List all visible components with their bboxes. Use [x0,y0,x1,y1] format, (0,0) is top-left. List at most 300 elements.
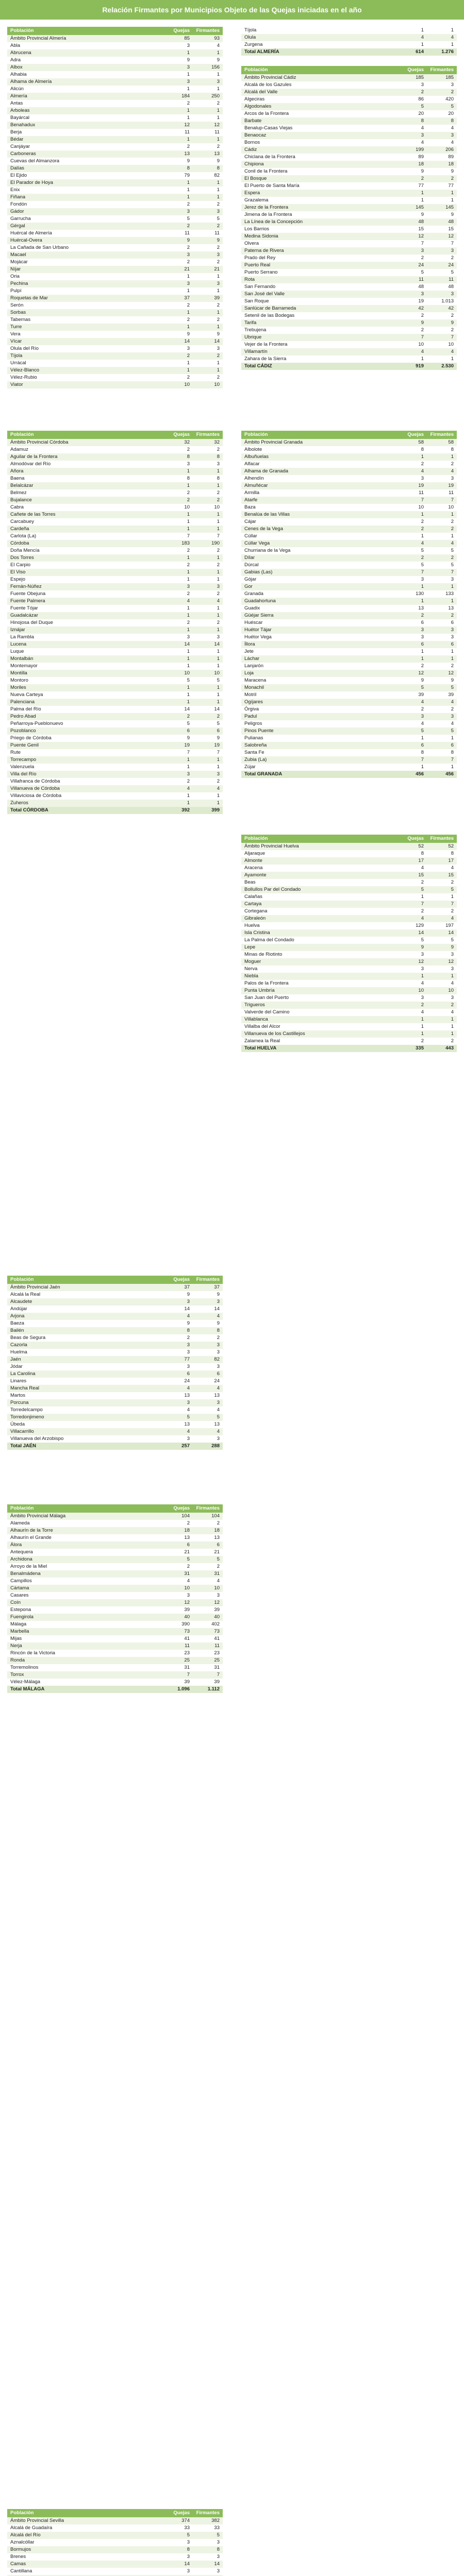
quejas-cell: 40 [163,1614,193,1621]
place-cell: Peligros [241,720,397,727]
firmantes-cell: 9 [193,57,223,64]
table-row [7,468,223,475]
quejas-cell: 7 [163,749,193,756]
quejas-cell: 7 [163,533,193,540]
firmantes-cell: 1 [427,893,457,901]
place-cell: Zuheros [7,800,163,807]
firmantes-cell: 2 [427,554,457,562]
firmantes-cell: 3 [193,583,223,590]
quejas-cell: 3 [163,461,193,468]
column-header-place: Población [241,431,397,439]
table-row [241,843,457,850]
quejas-cell: 1 [163,287,193,295]
place-cell: Nerva [241,965,397,973]
table-row [241,663,457,670]
table-row [7,57,223,64]
quejas-cell: 1 [163,569,193,576]
quejas-cell: 1 [163,764,193,771]
place-cell: Benaocaz [241,132,397,139]
quejas-cell: 14 [163,706,193,713]
quejas-cell: 48 [397,283,427,291]
table-row [7,266,223,273]
table-row [241,511,457,518]
table-row [7,71,223,78]
firmantes-cell: 3 [427,475,457,482]
firmantes-cell: 6 [193,1541,223,1549]
place-cell: Huétor Vega [241,634,397,641]
quejas-cell: 48 [397,218,427,226]
table-row [241,446,457,453]
firmantes-cell: 1 [427,655,457,663]
firmantes-cell: 9 [193,158,223,165]
table-row [241,504,457,511]
quejas-cell: 85 [163,35,193,42]
table-row [241,619,457,626]
table-row [7,1291,223,1298]
table-row [7,1599,223,1606]
quejas-cell: 11 [163,230,193,237]
quejas-cell: 37 [163,1284,193,1291]
table-row [7,792,223,800]
table-row [7,1621,223,1628]
place-cell: Espera [241,190,397,197]
quejas-cell: 4 [397,720,427,727]
table-row [7,1635,223,1642]
firmantes-cell: 2 [193,201,223,208]
table-row [7,1513,223,1520]
firmantes-cell: 9 [193,1320,223,1327]
quejas-cell: 13 [163,1421,193,1428]
quejas-cell: 24 [397,262,427,269]
table-row [241,951,457,958]
quejas-cell: 89 [397,154,427,161]
firmantes-cell: 24 [427,262,457,269]
column-header-firmantes: Firmantes [427,431,457,439]
place-cell: Alcalá la Real [7,1291,163,1298]
firmantes-cell: 9 [427,168,457,175]
table-row [241,641,457,648]
place-cell: Zújar [241,764,397,771]
table-row [241,598,457,605]
firmantes-cell: 6 [427,742,457,749]
place-cell: San Juan del Puerto [241,994,397,1002]
quejas-cell: 3 [163,280,193,287]
place-cell: Loja [241,670,397,677]
firmantes-cell: 4 [427,720,457,727]
quejas-cell: 12 [397,233,427,240]
page-title: Relación Firmantes por Municipios Objeto de las Quejas iniciadas en el año [0,0,464,20]
place-cell: Viator [7,381,163,388]
place-cell: Churriana de la Vega [241,547,397,554]
firmantes-cell: 6 [427,641,457,648]
quejas-cell: 8 [163,1327,193,1334]
place-cell: La Rambla [7,634,163,641]
firmantes-cell: 1 [193,360,223,367]
quejas-cell: 73 [163,1628,193,1635]
quejas-cell: 4 [397,468,427,475]
table-row [7,756,223,764]
quejas-cell: 3 [397,247,427,255]
firmantes-cell: 2 [193,316,223,324]
place-cell: Puente Genil [7,742,163,749]
place-cell: Santa Fe [241,749,397,756]
table-row [7,35,223,42]
firmantes-cell: 2 [427,461,457,468]
firmantes-cell: 1 [193,367,223,374]
quejas-cell: 14 [163,338,193,345]
quejas-cell: 14 [397,929,427,937]
table-row [241,334,457,341]
table-row [7,194,223,201]
table-row [7,634,223,641]
firmantes-cell: 5 [193,1414,223,1421]
quejas-cell: 1 [397,197,427,204]
table-row [241,461,457,468]
firmantes-cell: 19 [193,742,223,749]
place-cell: Serón [7,302,163,309]
column-header-quejas: Quejas [163,431,193,439]
place-cell: Punta Umbría [241,987,397,994]
quejas-cell: 5 [163,1414,193,1421]
table-row [241,146,457,154]
quejas-cell: 1 [163,86,193,93]
quejas-cell: 5 [397,103,427,110]
table-row [241,283,457,291]
place-cell: Tíjola [7,352,163,360]
firmantes-cell: 456 [427,771,457,778]
quejas-cell: 3 [163,1363,193,1370]
table-row [241,634,457,641]
place-cell: Los Barrios [241,226,397,233]
table-row [7,1428,223,1435]
place-cell: Cádiz [241,146,397,154]
table-row [241,655,457,663]
firmantes-cell: 8 [193,475,223,482]
quejas-cell: 2 [397,255,427,262]
quejas-cell: 614 [397,48,427,56]
table-row [7,165,223,172]
quejas-cell: 3 [163,42,193,49]
place-cell: Albolote [241,446,397,453]
firmantes-cell: 1 [193,49,223,57]
firmantes-cell: 3 [193,1342,223,1349]
firmantes-cell: 10 [193,1585,223,1592]
place-cell: Montalbán [7,655,163,663]
table-row [7,1563,223,1570]
table-row [241,706,457,713]
table-row [7,598,223,605]
firmantes-cell: 2 [427,908,457,915]
firmantes-cell: 5 [193,215,223,223]
firmantes-cell: 1 [427,1023,457,1030]
place-cell: Villa del Río [7,771,163,778]
table-header-row [7,431,223,439]
total-row [7,807,223,814]
quejas-cell: 3 [397,965,427,973]
table-row [7,2546,223,2553]
firmantes-cell: 6 [193,1370,223,1378]
quejas-cell: 2 [163,100,193,107]
firmantes-cell: 11 [193,129,223,136]
table-row [241,197,457,204]
firmantes-cell: 3 [427,634,457,641]
table-row [241,355,457,363]
quejas-cell: 4 [163,1406,193,1414]
quejas-cell: 392 [163,807,193,814]
firmantes-cell: 4 [193,1428,223,1435]
place-cell: La Palma del Condado [241,937,397,944]
place-cell: Jódar [7,1363,163,1370]
quejas-cell: 15 [397,872,427,879]
place-cell: Salobreña [241,742,397,749]
quejas-cell: 1 [163,49,193,57]
place-cell: Alhaurín de la Torre [7,1527,163,1534]
table-row [7,122,223,129]
quejas-cell: 9 [163,158,193,165]
quejas-cell: 5 [397,684,427,691]
place-cell: Ámbito Provincial Cádiz [241,74,397,81]
firmantes-cell: 4 [193,42,223,49]
table-row [7,1642,223,1650]
table-row [241,973,457,980]
firmantes-cell: 3 [193,208,223,215]
table-row [241,735,457,742]
firmantes-cell: 24 [193,1378,223,1385]
firmantes-cell: 10 [427,987,457,994]
table-row [241,691,457,699]
place-cell: Maracena [241,677,397,684]
quejas-cell: 21 [163,1549,193,1556]
quejas-cell: 5 [163,2532,193,2539]
firmantes-cell: 1 [193,699,223,706]
column-header-firmantes: Firmantes [427,66,457,74]
firmantes-cell: 190 [193,540,223,547]
table-row [7,504,223,511]
firmantes-cell: 5 [193,677,223,684]
table-row [241,699,457,706]
firmantes-cell: 10 [427,341,457,348]
table-row [7,367,223,374]
firmantes-cell: 2 [193,223,223,230]
quejas-cell: 2 [397,908,427,915]
quejas-cell: 10 [397,987,427,994]
firmantes-cell: 2 [193,259,223,266]
place-cell: Villanueva del Arzobispo [7,1435,163,1443]
place-cell: Albox [7,64,163,71]
quejas-cell: 1 [163,468,193,475]
place-cell: Berja [7,129,163,136]
place-cell: Chipiona [241,161,397,168]
quejas-cell: 1 [163,309,193,316]
place-cell: Nueva Carteya [7,691,163,699]
place-cell: Villablanca [241,1016,397,1023]
place-cell: Setenil de las Bodegas [241,312,397,319]
quejas-cell: 5 [163,677,193,684]
firmantes-cell: 41 [193,1635,223,1642]
place-cell: Fondón [7,201,163,208]
place-cell: Tabernas [7,316,163,324]
column-header-quejas: Quejas [397,66,427,74]
place-cell: Bayárcal [7,114,163,122]
quejas-cell: 31 [163,1664,193,1671]
quejas-cell: 4 [397,540,427,547]
quejas-cell: 1 [163,648,193,655]
column-header-quejas: Quejas [397,431,427,439]
firmantes-cell: 5 [427,562,457,569]
quejas-cell: 1 [397,1030,427,1038]
section-malaga [7,1504,223,1693]
table-row [7,1342,223,1349]
quejas-cell: 86 [397,96,427,103]
firmantes-cell: 14 [193,641,223,648]
table-jaen [7,1276,223,1450]
place-cell: Guadix [241,605,397,612]
quejas-cell: 2 [163,374,193,381]
firmantes-cell: 93 [193,35,223,42]
table-row [241,319,457,327]
firmantes-cell: 2 [427,1002,457,1009]
firmantes-cell: 14 [193,2561,223,2568]
quejas-cell: 1 [163,691,193,699]
place-cell: Casares [7,1592,163,1599]
table-row [241,453,457,461]
firmantes-cell: 1 [427,27,457,34]
place-cell: Alhaurín el Grande [7,1534,163,1541]
table-row [7,1392,223,1399]
quejas-cell: 12 [397,958,427,965]
table-row [7,489,223,497]
place-cell: Roquetas de Mar [7,295,163,302]
table-row [241,34,457,41]
place-cell: Nerja [7,1642,163,1650]
quejas-cell: 2 [163,201,193,208]
place-cell: Huelma [7,1349,163,1356]
quejas-cell: 2 [163,316,193,324]
table-row [7,1578,223,1585]
quejas-cell: 2 [397,554,427,562]
place-cell: Villafranca de Córdoba [7,778,163,785]
firmantes-cell: 2 [427,518,457,526]
column-header-firmantes: Firmantes [193,1504,223,1513]
quejas-cell: 42 [397,305,427,312]
table-row [241,749,457,756]
table-row [241,908,457,915]
firmantes-cell: 2 [193,302,223,309]
quejas-cell: 3 [163,583,193,590]
quejas-cell: 2 [397,175,427,182]
place-cell: Gójar [241,576,397,583]
quejas-cell: 4 [163,598,193,605]
quejas-cell: 2 [163,143,193,150]
quejas-cell: 3 [397,713,427,720]
place-cell: Fuente Tójar [7,605,163,612]
firmantes-cell: 7 [193,1671,223,1679]
table-row [241,468,457,475]
firmantes-cell: 2 [193,1334,223,1342]
total-row [241,363,457,370]
quejas-cell: 3 [163,2568,193,2575]
table-row [7,785,223,792]
quejas-cell: 1.096 [163,1686,193,1693]
firmantes-cell: 4 [427,348,457,355]
table-row [241,518,457,526]
table-row [241,110,457,117]
table-row [7,42,223,49]
place-cell: Abrucena [7,49,163,57]
firmantes-cell: 2 [193,497,223,504]
place-cell: Jimena de la Frontera [241,211,397,218]
firmantes-cell: 2 [193,619,223,626]
firmantes-cell: 2 [193,547,223,554]
firmantes-cell: 8 [427,749,457,756]
table-row [7,172,223,179]
place-cell: Pedro Abad [7,713,163,720]
firmantes-cell: 5 [427,684,457,691]
quejas-cell: 4 [397,915,427,922]
place-cell: Medina Sidonia [241,233,397,240]
table-row [241,240,457,247]
quejas-cell: 1 [163,518,193,526]
firmantes-cell: 13 [193,150,223,158]
quejas-cell: 2 [163,1334,193,1342]
place-cell: Algodonales [241,103,397,110]
table-row [7,2553,223,2561]
quejas-cell: 1 [397,655,427,663]
firmantes-cell: 6 [427,619,457,626]
quejas-cell: 2 [397,89,427,96]
table-row [7,677,223,684]
firmantes-cell: 4 [427,865,457,872]
table-row [7,208,223,215]
firmantes-cell: 156 [193,64,223,71]
quejas-cell: 2 [163,223,193,230]
firmantes-cell: 9 [427,944,457,951]
quejas-cell: 1 [163,663,193,670]
place-cell: Huércal-Overa [7,237,163,244]
quejas-cell: 1 [397,764,427,771]
table-row [241,742,457,749]
table-row [241,1038,457,1045]
firmantes-cell: 443 [427,1045,457,1052]
firmantes-cell: 4 [427,699,457,706]
firmantes-cell: 4 [427,139,457,146]
place-cell: Total CÓRDOBA [7,807,163,814]
table-row [7,453,223,461]
table-row [7,497,223,504]
place-cell: Cantillana [7,2568,163,2575]
table-row [241,901,457,908]
place-cell: Mojácar [7,259,163,266]
place-cell: Benahadux [7,122,163,129]
quejas-cell: 24 [163,1378,193,1385]
firmantes-cell: 13 [193,1421,223,1428]
place-cell: Fuente Obejuna [7,590,163,598]
table-row [7,706,223,713]
table-row [7,1585,223,1592]
place-cell: Villalba del Alcor [241,1023,397,1030]
firmantes-cell: 1 [193,756,223,764]
firmantes-cell: 1 [427,735,457,742]
firmantes-cell: 1 [193,648,223,655]
quejas-cell: 9 [163,237,193,244]
firmantes-cell: 58 [427,439,457,446]
table-row [241,727,457,735]
table-row [7,1356,223,1363]
place-cell: Ámbito Provincial Córdoba [7,439,163,446]
table-header-row [241,431,457,439]
firmantes-cell: 9 [427,211,457,218]
firmantes-cell: 48 [427,218,457,226]
